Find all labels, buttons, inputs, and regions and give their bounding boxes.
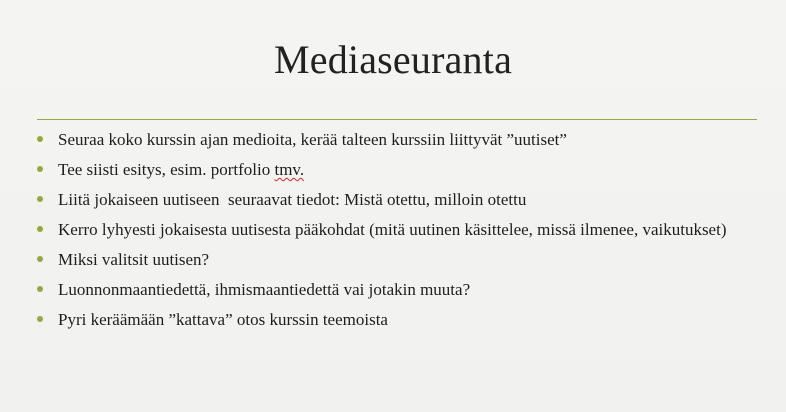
bullet-text: Kerro lyhyesti jokaisesta uutisesta pääkohdat (mitä uutinen käsittelee, missä ilmenee, vaikutukset) (58, 220, 727, 239)
bullet-text: Pyri keräämään ”kattava” otos kurssin teemoista (58, 310, 388, 329)
bullet-dot-icon (37, 136, 43, 142)
bullet-text: Liitä jokaiseen uutiseen seuraavat tiedot: Mistä otettu, milloin otettu (58, 190, 527, 209)
spellcheck-flagged-word: tmv. (274, 160, 305, 179)
bullet-dot-icon (37, 226, 43, 232)
bullet-dot-icon (37, 286, 43, 292)
title-divider (37, 119, 757, 120)
bullet-item-7 (37, 310, 767, 329)
bullet-text: Luonnonmaantiedettä, ihmismaantiedettä vai jotakin muuta? (58, 280, 471, 299)
bullet-dot-icon (37, 196, 43, 202)
bullet-item-1 (37, 130, 767, 149)
bullet-item-5 (37, 250, 767, 269)
bullet-dot-icon (37, 316, 43, 322)
bullet-dot-icon (37, 256, 43, 262)
bullet-text: Seuraa koko kurssin ajan medioita, kerää talteen kurssiin liittyvät ”uutiset” (58, 130, 567, 149)
bullet-text: Miksi valitsit uutisen? (58, 250, 210, 269)
bullet-item-2 (37, 160, 767, 179)
slide-title: Mediaseuranta (273, 37, 513, 82)
bullet-item-4 (37, 220, 767, 239)
bullet-item-3 (37, 190, 767, 209)
bullet-dot-icon (37, 166, 43, 172)
bullet-item-6 (37, 280, 767, 299)
bullet-text: Tee siisti esitys, esim. portfolio (58, 160, 275, 179)
bullet-list (37, 130, 767, 340)
